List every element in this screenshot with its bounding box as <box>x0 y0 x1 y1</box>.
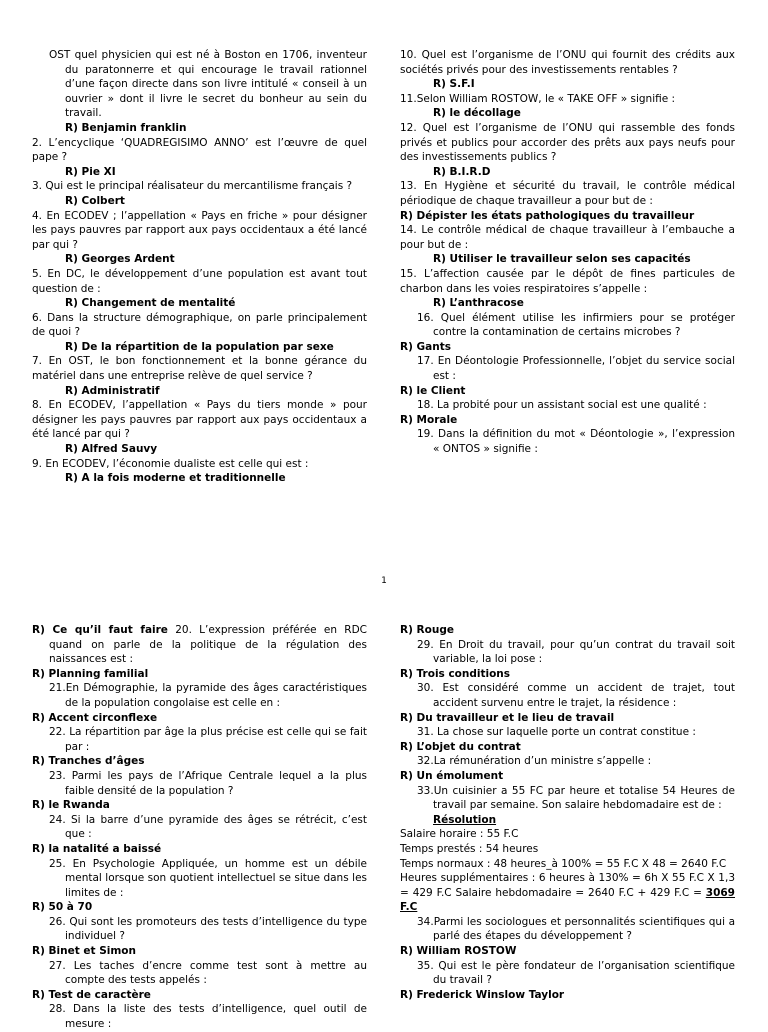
answer-text: R) Du travailleur et le lieu de travail <box>400 711 615 724</box>
page2-right-column <box>400 623 735 1002</box>
question-text: 5. En DC, le développement d’une population est avant tout question de : <box>32 267 367 295</box>
answer-text: R) Colbert <box>65 194 125 207</box>
question-text: 31. La chose sur laquelle porte un contrat constitue : <box>417 726 696 739</box>
answer-text: R) Binet et Simon <box>32 945 137 958</box>
answer-text: R) Morale <box>400 413 458 426</box>
answer-text: R) Planning familial <box>32 667 149 680</box>
question-text: 17. En Déontologie Professionnelle, l’objet du service social est : <box>417 355 735 383</box>
answer-text: R) Test de caractère <box>32 988 151 1001</box>
question-text: 23. Parmi les pays de l’Afrique Centrale lequel a la plus faible densité de la population ? <box>49 769 367 797</box>
answer-text: R) le décollage <box>433 107 521 120</box>
answer-text: R) Frederick Winslow Taylor <box>400 988 565 1001</box>
answer-text: R) Administratif <box>65 384 160 397</box>
question-text: 21.En Démographie, la pyramide des âges caractéristiques de la population congolaise est celle en : <box>49 682 367 709</box>
question-text: 35. Qui est le père fondateur de l’organisation scientifique du travail ? <box>417 959 735 987</box>
answer-text: R) le Client <box>400 384 466 397</box>
question-text: 26. Qui sont les promoteurs des tests d’intelligence du type individuel ? <box>49 915 367 943</box>
answer-text: R) Changement de mentalité <box>65 297 236 310</box>
question-text: Temps prestés : 54 heures <box>400 842 539 855</box>
answer-text: R) William ROSTOW <box>400 945 517 958</box>
question-text: 28. Dans la liste des tests d’intelligence, quel outil de mesure : <box>49 1003 367 1031</box>
question-text: 12. Quel est l’organisme de l’ONU qui rassemble des fonds privés et publics pour accorder des prêts aux pays neufs pour des investissements publics ? <box>400 121 735 164</box>
question-text: 22. La répartition par âge la plus précise est celle qui se fait par : <box>49 726 367 753</box>
question-text: 15. L’affection causée par le dépôt de fines particules de charbon dans les voies respiratoires s’appelle : <box>400 267 735 295</box>
question-text: 10. Quel est l’organisme de l’ONU qui fournit des crédits aux sociétés privés pour des investissements rentables ? <box>400 49 735 76</box>
question-text: 20. L’expression préférée en RDC quand on parle de la politique de la régulation des naissances est : <box>49 624 367 666</box>
answer-text: R) Dépister les états pathologiques du travailleur <box>400 209 695 222</box>
page1-right-column <box>400 48 735 457</box>
question-text: 27. Les taches d’encre comme test sont à mettre au compte des tests appelés : <box>49 959 367 987</box>
page-gap <box>0 596 768 620</box>
answer-and-question <box>32 623 367 667</box>
question-text: 9. En ECODEV, l’économie dualiste est celle qui est : <box>32 457 309 470</box>
answer-text: R) Accent circonflexe <box>32 711 158 724</box>
question-text: 3. Qui est le principal réalisateur du mercantilisme français ? <box>32 180 353 193</box>
question-text: 2. L’encyclique ‘QUADREGISIMO ANNO’ est l’œuvre de quel pape ? <box>32 136 367 164</box>
answer-text: R) Tranches d’âges <box>32 755 145 768</box>
calculation-line <box>400 871 735 915</box>
answer-text: R) Alfred Sauvy <box>65 443 158 456</box>
question-text: 24. Si la barre d’une pyramide des âges se rétrécit, c’est que : <box>49 813 367 841</box>
answer-text: R) le Rwanda <box>32 799 110 812</box>
page1-left-column <box>32 48 367 486</box>
question-text: 11.Selon William ROSTOW, le « TAKE OFF » signifie : <box>400 92 676 105</box>
question-text: 6. Dans la structure démographique, on parle principalement de quoi ? <box>32 311 367 339</box>
question-text: 7. En OST, le bon fonctionnement et la bonne gérance du matériel dans une entreprise relève de quel service ? <box>32 355 367 383</box>
result-value: 3069 F.C <box>400 886 735 914</box>
answer-text: R) Trois conditions <box>400 667 511 680</box>
question-text: 16. Quel élément utilise les infirmiers pour se protéger contre la contamination de certains microbes ? <box>417 311 735 339</box>
answer-text: R) Benjamin franklin <box>65 121 187 134</box>
question-text: 14. Le contrôle médical de chaque travailleur à l’embauche a pour but de : <box>400 224 735 251</box>
answer-text: R) L’anthracose <box>433 297 524 310</box>
question-text: 29. En Droit du travail, pour qu’un contrat du travail soit variable, la loi pose : <box>417 638 735 666</box>
question-text: 30. Est considéré comme un accident de trajet, tout accident survenu entre le trajet, la résidence : <box>417 682 735 709</box>
question-text: OST quel physicien qui est né à Boston en 1706, inventeur du paratonnerre et qui encourage le travail rationnel d’une façon directe dans son livre intitulé « conseil à un ouvrier » dont il livre le secret du bonheur au sein du travail. <box>49 49 367 120</box>
question-text: 18. La probité pour un assistant social est une qualité : <box>417 399 707 412</box>
question-text: 25. En Psychologie Appliquée, un homme est un débile mental lorsque son quotient intellectuel se situe dans les limites de : <box>49 857 367 899</box>
answer-text: R) Pie XI <box>65 165 116 178</box>
answer-text: R) Ce qu’il faut faire <box>32 624 168 636</box>
calculation-text: Heures supplémentaires : 6 heures à 130% = 6h X 55 F.C X 1,3 = 429 F.C Salaire hebdomadaire = 2640 F.C + 429 F.C = <box>400 872 735 899</box>
answer-text: R) Utiliser le travailleur selon ses capacités <box>433 253 691 266</box>
question-text: 13. En Hygiène et sécurité du travail, le contrôle médical périodique de chaque travailleur a pour but de : <box>400 180 735 207</box>
answer-text: R) Rouge <box>400 624 454 636</box>
resolution-title: Résolution <box>433 813 497 826</box>
question-text: 19. Dans la définition du mot « Déontologie », l’expression « ONTOS » signifie : <box>417 428 735 456</box>
question-text: 4. En ECODEV ; l’appellation « Pays en friche » pour désigner les pays pauvres par rapport aux pays occidentaux a été lancé par qui ? <box>32 209 367 251</box>
answer-text: R) Gants <box>400 340 451 353</box>
page-number: 1 <box>381 576 387 586</box>
question-text: 8. En ECODEV, l’appellation « Pays du tiers monde » pour désigner les pays pauvres par rapport aux pays occidentaux a été lancé par qui ? <box>32 399 367 441</box>
answer-text: R) B.I.R.D <box>433 165 491 178</box>
question-text: 32.La rémunération d’un ministre s’appelle : <box>417 755 652 768</box>
answer-text: R) De la répartition de la population par sexe <box>65 340 334 353</box>
question-text: Temps normaux : 48 heures_à 100% = 55 F.C X 48 = 2640 F.C <box>400 857 727 870</box>
question-text: 34.Parmi les sociologues et personnalités scientifiques qui a parlé des étapes du développement ? <box>417 915 735 943</box>
answer-text: R) la natalité a baissé <box>32 842 162 855</box>
question-text: Salaire horaire : 55 F.C <box>400 828 519 841</box>
answer-text: R) 50 à 70 <box>32 901 93 914</box>
question-text: 33.Un cuisinier a 55 FC par heure et totalise 54 Heures de travail par semaine. Son salaire hebdomadaire est de : <box>417 784 735 812</box>
answer-text: R) Un émolument <box>400 769 504 782</box>
document-page-2 <box>0 620 768 1031</box>
page2-left-column <box>32 623 367 1032</box>
answer-text: R) Georges Ardent <box>65 253 175 266</box>
answer-text: R) L’objet du contrat <box>400 740 521 753</box>
answer-text: R) S.F.I <box>433 78 475 91</box>
answer-text: R) A la fois moderne et traditionnelle <box>65 472 286 485</box>
